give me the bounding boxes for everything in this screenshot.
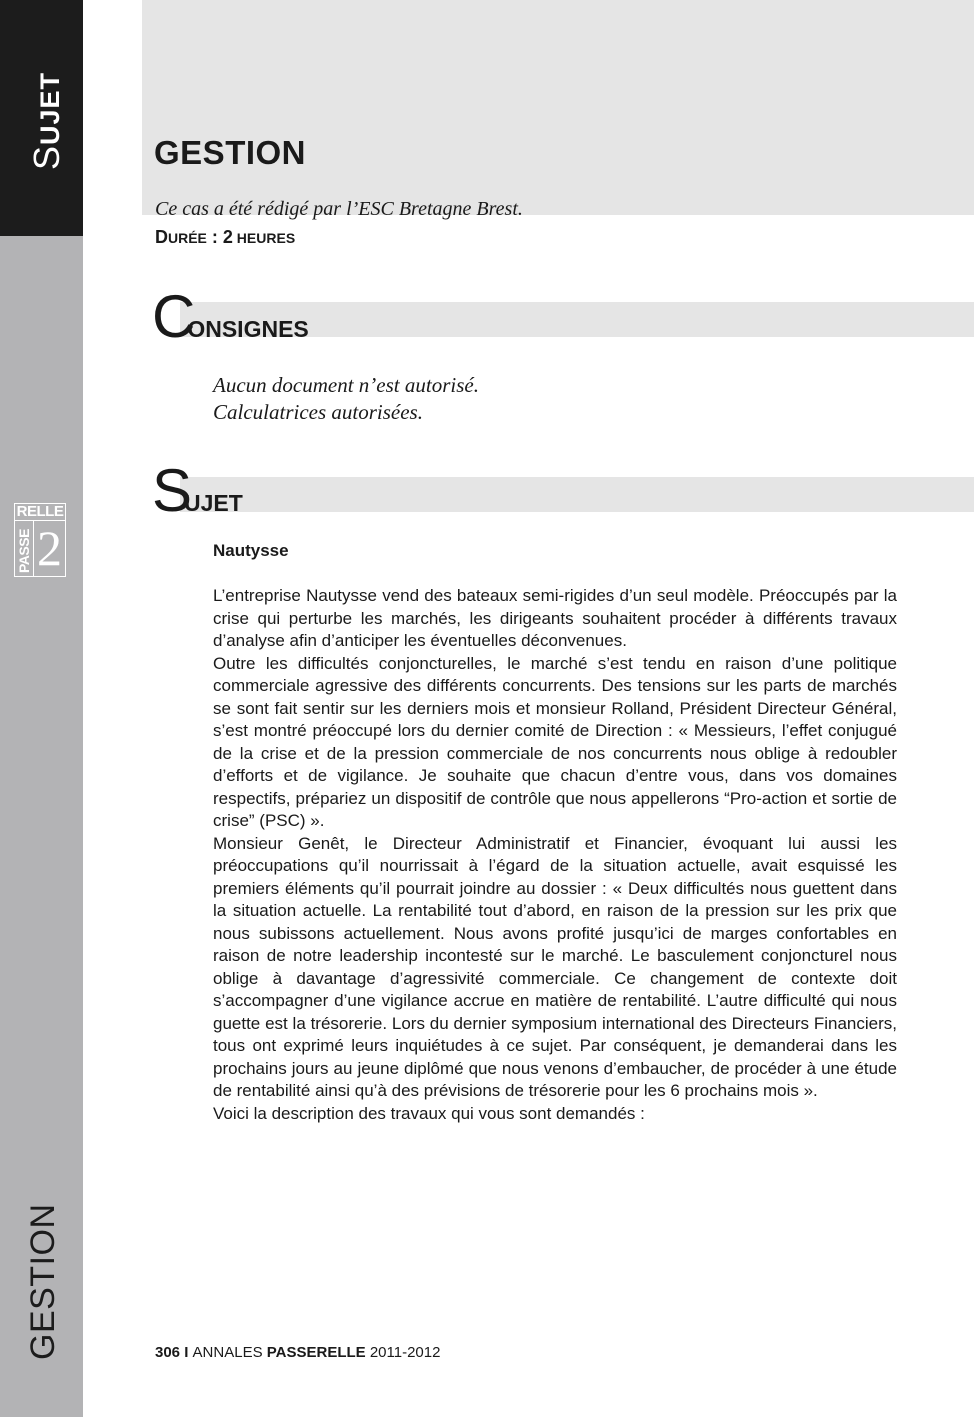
footer-brand: PASSERELLE: [266, 1344, 366, 1361]
body-paragraph: L’entreprise Nautysse vend des bateaux semi-rigides d’un seul modèle. Préoccupés par la crise qui perturbe les marchés, les dirigeants souhaitent procéder à différents travaux d’analyse afin d’anticiper les éventuelles déconvenues.: [213, 586, 897, 650]
consigne-line: Aucun document n’est autorisé.: [213, 373, 479, 397]
header-background: [142, 0, 974, 215]
duration-label: DURÉE : 2 HEURES: [155, 227, 296, 247]
case-body: [213, 585, 897, 1125]
consignes-heading: CONSIGNES: [152, 283, 309, 350]
passerelle-logo: [14, 503, 66, 577]
page-footer: 306 I ANNALES PASSERELLE 2011-2012: [155, 1344, 441, 1361]
logo-top-text: RELLE: [14, 503, 66, 521]
consigne-line: Calculatrices autorisées.: [213, 400, 423, 424]
logo-left-text: PASSE: [16, 529, 32, 573]
sidebar-label-gestion: GESTION: [24, 1203, 62, 1360]
case-name: Nautysse: [213, 541, 289, 560]
body-paragraph: Monsieur Genêt, le Directeur Administratif et Financier, évoquant lui aussi les préoccupations qu’il nourrissait à l’égard de la situation actuelle, avait esquissé les premiers éléments qu’il pourrait joindre au dossier : « Deux difficultés nous guettent dans la situation actuelle. La rentabilité tout d’abord, en raison de la pression sur les prix que nous subissons actuellement. Nous avons profité jusqu’ici de marges confortables en raison de notre leadership incontesté sur le marché. Le basculement conjoncturel nous oblige à davantage d’agressivité commerciale. Ce changement de contexte doit s’accompagner d’une vigilance accrue en matière de rentabilité. L’autre difficulté qui nous guette est la trésorerie. Lors du dernier symposium international des Directeurs Financiers, tous ont exprimé leurs inquiétudes à ce sujet. Par conséquent, je demanderai dans les prochains jours au jeune diplômé que nous venons d’embaucher, de procéder à une étude de rentabilité ainsi qu’à des prévisions de trésorerie pour les 6 prochains mois ».: [213, 833, 897, 1100]
page-number: 306: [155, 1344, 181, 1361]
sidebar-label-sujet: SUJET: [26, 71, 67, 170]
body-paragraph: Outre les difficultés conjoncturelles, le marché s’est tendu en raison d’une politique commerciale agressive des différents concurrents. Des tensions sur les parts de marchés se sont fait sentir sur les derniers mois et monsieur Rolland, Président Directeur Général, s’est montré préoccupé lors du dernier comité de Direction : « Messieurs, l’effet conjugué de la crise et de la pression commerciale de nos concurrents nous oblige à redoubler d’efforts et de vigilance. Je souhaite que chacun d’entre vous, dans vos domaines respectifs, prépariez un dispositif de contrôle que nous appellerons “Pro-action et sortie de crise” (PSC) ».: [213, 653, 897, 830]
sujet-heading: SUJET: [152, 457, 243, 524]
page-title: GESTION: [154, 134, 307, 171]
sujet-band: [180, 477, 974, 512]
logo-number: 2: [34, 521, 66, 577]
sidebar: [0, 0, 83, 1417]
body-paragraph: Voici la description des travaux qui vous sont demandés :: [213, 1103, 645, 1123]
logo-left-box: [14, 521, 34, 577]
page-subtitle: Ce cas a été rédigé par l’ESC Bretagne Brest.: [155, 198, 523, 220]
